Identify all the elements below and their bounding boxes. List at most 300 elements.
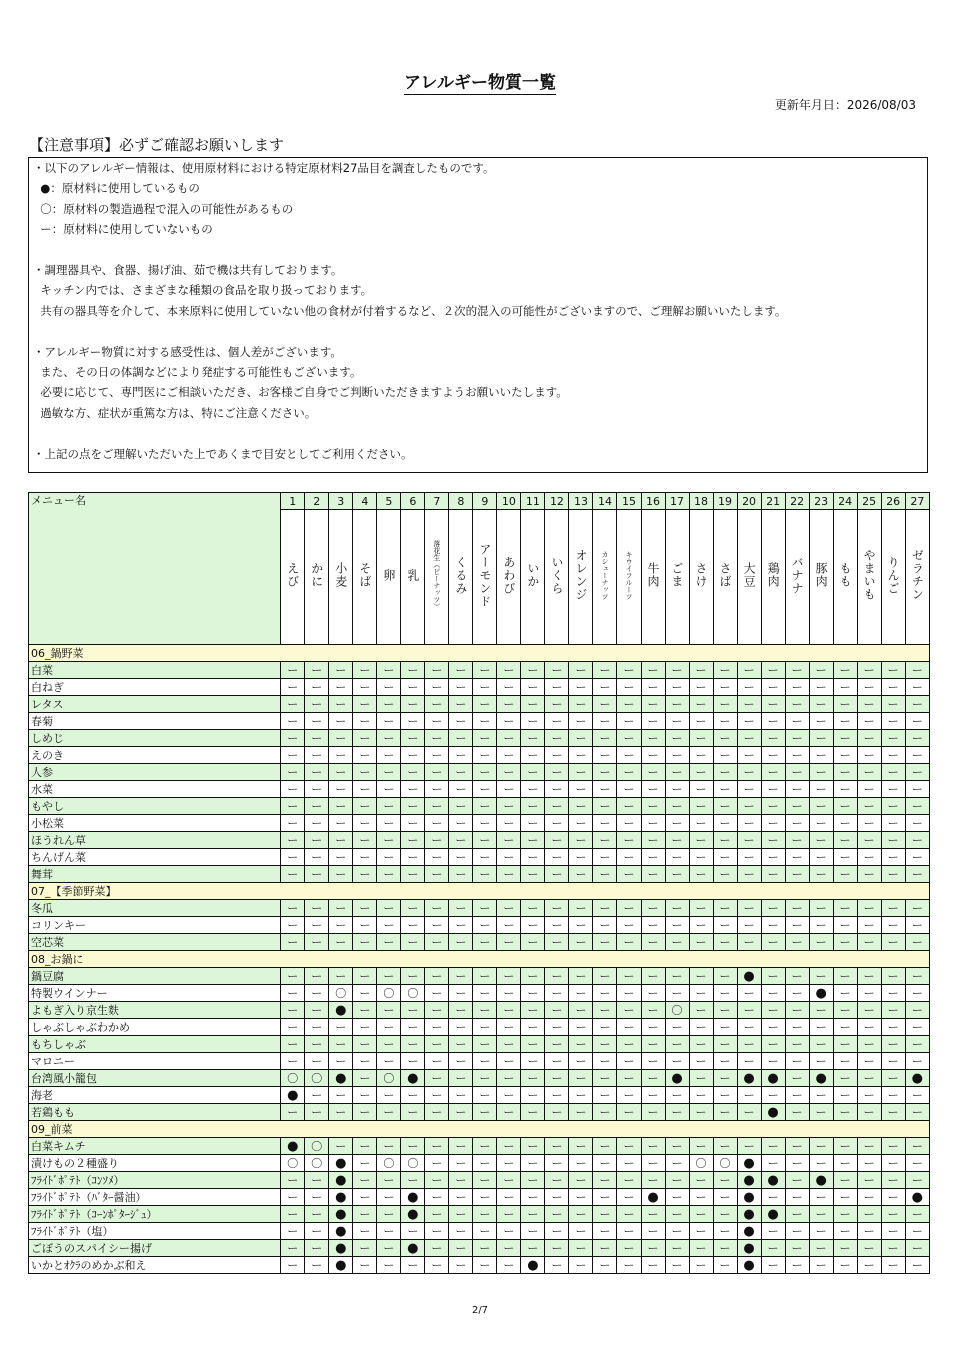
- allergen-name: ゼラチン: [910, 549, 925, 601]
- allergen-name: くるみ: [453, 555, 468, 595]
- allergen-mark: ー: [377, 1087, 401, 1104]
- allergen-mark: ー: [521, 1138, 545, 1155]
- allergen-mark: ー: [689, 798, 713, 815]
- allergen-mark: ー: [329, 917, 353, 934]
- allergen-mark: ー: [857, 679, 881, 696]
- allergen-mark: ー: [641, 798, 665, 815]
- allergen-mark: ー: [521, 1036, 545, 1053]
- allergen-mark: ー: [401, 747, 425, 764]
- allergen-mark: ー: [449, 849, 473, 866]
- allergen-mark: ー: [833, 815, 857, 832]
- allergen-mark: ー: [281, 1053, 305, 1070]
- allergen-mark: ー: [665, 866, 689, 883]
- allergen-mark: ー: [281, 764, 305, 781]
- allergen-mark: ー: [809, 730, 833, 747]
- allergen-mark: ー: [473, 662, 497, 679]
- allergen-name-cell: [401, 510, 425, 645]
- allergen-mark: ー: [401, 849, 425, 866]
- allergen-mark: ー: [881, 985, 905, 1002]
- allergen-mark: ー: [833, 917, 857, 934]
- allergen-mark: ●: [737, 1257, 761, 1274]
- allergen-mark: ー: [905, 900, 929, 917]
- allergen-mark: ー: [857, 900, 881, 917]
- allergen-mark: ー: [329, 900, 353, 917]
- allergen-mark: ー: [305, 713, 329, 730]
- allergen-mark: ー: [857, 1155, 881, 1172]
- allergen-mark: ー: [305, 900, 329, 917]
- allergen-number: 8: [449, 493, 473, 510]
- allergen-mark: ー: [497, 696, 521, 713]
- allergen-mark: ●: [737, 1189, 761, 1206]
- allergen-mark: ー: [353, 781, 377, 798]
- allergen-mark: ー: [713, 1257, 737, 1274]
- allergen-number: 9: [473, 493, 497, 510]
- allergen-mark: ー: [545, 985, 569, 1002]
- allergen-mark: ー: [329, 934, 353, 951]
- allergen-mark: ー: [617, 968, 641, 985]
- allergen-mark: ー: [449, 1019, 473, 1036]
- allergen-mark: ー: [761, 1138, 785, 1155]
- allergen-mark: ー: [593, 1223, 617, 1240]
- allergen-mark: ー: [905, 1053, 929, 1070]
- allergen-mark: ー: [377, 832, 401, 849]
- menu-item-name: 白ねぎ: [29, 679, 281, 696]
- allergen-mark: ー: [905, 798, 929, 815]
- allergen-mark: ー: [497, 985, 521, 1002]
- allergen-mark: ー: [689, 1002, 713, 1019]
- allergen-mark: ー: [545, 1257, 569, 1274]
- allergen-mark: ●: [665, 1070, 689, 1087]
- allergen-mark: ー: [881, 662, 905, 679]
- allergen-mark: ー: [665, 781, 689, 798]
- menu-row: [29, 781, 930, 798]
- page-number: 2/7: [471, 1305, 489, 1316]
- allergen-mark: ー: [401, 968, 425, 985]
- allergen-mark: ー: [521, 900, 545, 917]
- menu-item-name: 漬けもの２種盛り: [29, 1155, 281, 1172]
- allergen-mark: ー: [737, 747, 761, 764]
- allergen-mark: ー: [569, 1172, 593, 1189]
- allergen-mark: ー: [689, 1189, 713, 1206]
- allergen-mark: ー: [521, 1172, 545, 1189]
- allergen-number: 6: [401, 493, 425, 510]
- allergen-mark: ー: [593, 1138, 617, 1155]
- allergen-mark: ー: [545, 1172, 569, 1189]
- allergen-mark: ー: [305, 1036, 329, 1053]
- allergen-mark: ー: [833, 662, 857, 679]
- allergen-mark: ー: [521, 1087, 545, 1104]
- allergen-mark: ー: [761, 1087, 785, 1104]
- allergen-mark: ー: [401, 1172, 425, 1189]
- allergen-mark: ー: [833, 730, 857, 747]
- allergen-mark: ー: [497, 798, 521, 815]
- allergen-name: やまいも: [862, 549, 877, 601]
- allergen-mark: ー: [641, 781, 665, 798]
- allergen-mark: ー: [593, 934, 617, 951]
- allergen-mark: ー: [785, 1053, 809, 1070]
- menu-row: [29, 747, 930, 764]
- allergen-mark: ー: [641, 968, 665, 985]
- allergen-mark: ー: [713, 798, 737, 815]
- allergen-mark: ー: [473, 968, 497, 985]
- allergen-mark: ー: [473, 900, 497, 917]
- allergen-mark: ー: [497, 934, 521, 951]
- allergen-mark: ●: [329, 1189, 353, 1206]
- allergen-mark: ー: [689, 662, 713, 679]
- allergen-mark: ー: [665, 1053, 689, 1070]
- allergen-mark: ー: [641, 866, 665, 883]
- allergen-mark: ー: [281, 849, 305, 866]
- allergen-mark: ー: [425, 934, 449, 951]
- allergen-mark: ー: [497, 1019, 521, 1036]
- allergen-mark: ー: [761, 713, 785, 730]
- allergen-mark: ー: [881, 747, 905, 764]
- allergen-mark: ー: [857, 1172, 881, 1189]
- menu-item-name: 人参: [29, 764, 281, 781]
- allergen-mark: ー: [281, 866, 305, 883]
- allergen-mark: ー: [353, 832, 377, 849]
- allergen-mark: ー: [569, 781, 593, 798]
- allergen-mark: ー: [665, 1206, 689, 1223]
- allergen-mark: ー: [449, 815, 473, 832]
- allergen-mark: ー: [569, 968, 593, 985]
- allergen-mark: ー: [785, 1206, 809, 1223]
- menu-item-name: 若鶏もも: [29, 1104, 281, 1121]
- allergen-mark: ー: [545, 917, 569, 934]
- allergen-mark: ー: [761, 1240, 785, 1257]
- allergen-mark: ー: [665, 764, 689, 781]
- allergen-mark: ●: [761, 1070, 785, 1087]
- allergen-mark: ー: [425, 1036, 449, 1053]
- allergen-mark: ー: [833, 798, 857, 815]
- allergen-mark: ●: [401, 1240, 425, 1257]
- allergen-mark: ー: [641, 934, 665, 951]
- allergen-mark: ー: [281, 917, 305, 934]
- allergen-mark: ー: [281, 730, 305, 747]
- allergen-mark: ー: [497, 1002, 521, 1019]
- allergen-mark: ー: [857, 764, 881, 781]
- allergen-mark: ー: [521, 1223, 545, 1240]
- allergen-mark: ー: [401, 1036, 425, 1053]
- allergen-mark: ー: [281, 798, 305, 815]
- allergen-mark: ー: [281, 1240, 305, 1257]
- allergen-mark: ー: [425, 985, 449, 1002]
- allergen-mark: ー: [641, 985, 665, 1002]
- allergen-mark: ー: [761, 1053, 785, 1070]
- allergen-mark: ー: [473, 866, 497, 883]
- allergen-mark: ー: [905, 815, 929, 832]
- allergen-mark: ー: [521, 1070, 545, 1087]
- allergen-mark: ー: [353, 900, 377, 917]
- allergen-mark: ー: [665, 1104, 689, 1121]
- allergen-mark: ー: [881, 798, 905, 815]
- allergen-mark: ー: [305, 849, 329, 866]
- allergen-mark: ー: [497, 730, 521, 747]
- menu-item-name: 鍋豆腐: [29, 968, 281, 985]
- allergen-mark: ー: [497, 1240, 521, 1257]
- allergen-mark: ー: [785, 730, 809, 747]
- allergen-mark: ー: [713, 747, 737, 764]
- allergen-mark: ー: [641, 1104, 665, 1121]
- allergen-mark: ー: [833, 1257, 857, 1274]
- allergen-mark: ー: [545, 968, 569, 985]
- allergen-mark: ー: [905, 662, 929, 679]
- allergen-mark: ー: [545, 1053, 569, 1070]
- allergen-mark: ー: [713, 696, 737, 713]
- allergen-mark: ー: [785, 1257, 809, 1274]
- allergen-mark: ー: [305, 730, 329, 747]
- allergen-mark: ー: [833, 679, 857, 696]
- allergen-mark: ー: [881, 1138, 905, 1155]
- allergen-mark: ー: [761, 696, 785, 713]
- allergen-mark: ー: [761, 1223, 785, 1240]
- allergen-mark: ー: [617, 1138, 641, 1155]
- allergen-number: 19: [713, 493, 737, 510]
- allergen-mark: ー: [641, 1240, 665, 1257]
- allergen-number: 25: [857, 493, 881, 510]
- allergen-mark: ー: [425, 1206, 449, 1223]
- allergen-mark: ー: [761, 917, 785, 934]
- allergen-mark: ー: [329, 1053, 353, 1070]
- allergen-mark: ー: [329, 968, 353, 985]
- allergen-mark: 〇: [305, 1155, 329, 1172]
- menu-item-name: しゃぶしゃぶわかめ: [29, 1019, 281, 1036]
- allergen-mark: ー: [449, 662, 473, 679]
- allergen-mark: ー: [425, 781, 449, 798]
- allergen-name: ごま: [670, 562, 685, 588]
- allergen-mark: ー: [617, 1053, 641, 1070]
- allergen-mark: ー: [713, 1104, 737, 1121]
- allergen-number: 11: [521, 493, 545, 510]
- allergen-mark: ー: [353, 1104, 377, 1121]
- allergen-mark: ー: [737, 764, 761, 781]
- allergen-name: 卵: [381, 568, 396, 582]
- allergen-mark: ー: [473, 1223, 497, 1240]
- allergen-name-cell: [737, 510, 761, 645]
- allergen-mark: ー: [833, 1155, 857, 1172]
- allergen-mark: ー: [785, 747, 809, 764]
- allergen-mark: ー: [881, 866, 905, 883]
- allergen-mark: ー: [497, 781, 521, 798]
- allergen-mark: ー: [353, 747, 377, 764]
- allergen-mark: ー: [593, 1036, 617, 1053]
- allergen-mark: ー: [353, 1036, 377, 1053]
- allergen-mark: ー: [425, 1223, 449, 1240]
- allergen-mark: ー: [737, 679, 761, 696]
- allergen-mark: ー: [833, 934, 857, 951]
- allergen-mark: ー: [305, 781, 329, 798]
- allergen-mark: ー: [905, 679, 929, 696]
- allergen-number: 21: [761, 493, 785, 510]
- allergen-mark: ー: [665, 1257, 689, 1274]
- allergen-mark: ー: [449, 1223, 473, 1240]
- allergen-mark: ー: [665, 815, 689, 832]
- menu-row: [29, 1155, 930, 1172]
- allergen-mark: ー: [809, 1019, 833, 1036]
- allergen-mark: ー: [713, 662, 737, 679]
- allergen-mark: ー: [617, 1257, 641, 1274]
- allergen-mark: ー: [809, 747, 833, 764]
- allergen-mark: ー: [425, 849, 449, 866]
- allergen-mark: ー: [353, 1155, 377, 1172]
- allergen-mark: ー: [713, 832, 737, 849]
- allergen-mark: ー: [473, 764, 497, 781]
- allergen-mark: ー: [329, 713, 353, 730]
- allergen-mark: ー: [881, 1036, 905, 1053]
- notice-line: キッチン内では、さまざまな種類の食品を取り扱っております。: [33, 283, 373, 298]
- menu-item-name: しめじ: [29, 730, 281, 747]
- menu-row: [29, 866, 930, 883]
- allergen-mark: ー: [857, 798, 881, 815]
- allergen-mark: ー: [857, 1206, 881, 1223]
- allergen-mark: ー: [713, 713, 737, 730]
- allergen-mark: ー: [833, 849, 857, 866]
- allergen-mark: ー: [833, 866, 857, 883]
- allergen-name-cell: [329, 510, 353, 645]
- allergen-name-cell: [761, 510, 785, 645]
- allergen-mark: ー: [785, 832, 809, 849]
- allergen-name-cell: [905, 510, 929, 645]
- allergen-mark: ー: [665, 985, 689, 1002]
- allergen-mark: ー: [353, 1087, 377, 1104]
- allergen-name: 鶏肉: [766, 562, 781, 588]
- allergen-mark: ー: [449, 1189, 473, 1206]
- allergen-mark: ー: [713, 968, 737, 985]
- allergen-mark: ー: [809, 1087, 833, 1104]
- allergen-mark: ー: [545, 798, 569, 815]
- allergen-name-cell: [545, 510, 569, 645]
- allergen-mark: ー: [569, 1223, 593, 1240]
- allergen-mark: ー: [473, 934, 497, 951]
- allergy-table: [28, 492, 930, 1274]
- notice-line: ・以下のアレルギー情報は、使用原材料における特定原材料27品目を調査したものです。: [33, 161, 495, 175]
- allergen-mark: ー: [449, 747, 473, 764]
- allergen-mark: ー: [809, 662, 833, 679]
- allergen-mark: 〇: [665, 1002, 689, 1019]
- allergen-mark: ー: [425, 798, 449, 815]
- allergen-mark: ー: [785, 1240, 809, 1257]
- menu-name-header: メニュー名: [29, 493, 281, 645]
- allergen-mark: ー: [785, 1019, 809, 1036]
- allergen-mark: ー: [833, 713, 857, 730]
- allergen-mark: ー: [377, 1036, 401, 1053]
- allergen-mark: ー: [497, 1053, 521, 1070]
- allergen-mark: ー: [785, 1002, 809, 1019]
- allergen-mark: ー: [833, 968, 857, 985]
- allergen-mark: ー: [881, 1223, 905, 1240]
- allergen-mark: ー: [329, 1036, 353, 1053]
- allergen-mark: ー: [425, 747, 449, 764]
- allergen-mark: ー: [401, 696, 425, 713]
- allergen-mark: ー: [473, 1155, 497, 1172]
- allergen-mark: ー: [281, 900, 305, 917]
- allergen-mark: ー: [281, 1019, 305, 1036]
- allergen-mark: ー: [449, 764, 473, 781]
- allergen-mark: ー: [881, 917, 905, 934]
- allergen-mark: ー: [857, 968, 881, 985]
- allergen-mark: ー: [905, 985, 929, 1002]
- allergen-mark: ー: [545, 934, 569, 951]
- allergen-mark: ー: [377, 747, 401, 764]
- allergen-mark: ー: [377, 679, 401, 696]
- allergen-mark: ー: [545, 662, 569, 679]
- allergen-mark: ー: [617, 1002, 641, 1019]
- allergen-mark: ー: [329, 832, 353, 849]
- menu-item-name: えのき: [29, 747, 281, 764]
- allergen-mark: ー: [545, 747, 569, 764]
- allergen-mark: ー: [305, 934, 329, 951]
- allergen-mark: ー: [497, 849, 521, 866]
- allergen-mark: ー: [713, 679, 737, 696]
- allergen-mark: ー: [449, 900, 473, 917]
- allergen-mark: ー: [713, 1240, 737, 1257]
- allergen-mark: ー: [473, 815, 497, 832]
- allergen-mark: ●: [737, 1155, 761, 1172]
- allergen-mark: ー: [353, 1070, 377, 1087]
- allergen-mark: ー: [737, 1104, 761, 1121]
- allergen-mark: ー: [905, 1138, 929, 1155]
- allergen-mark: ー: [473, 1206, 497, 1223]
- allergen-mark: ー: [881, 781, 905, 798]
- allergen-mark: ー: [737, 900, 761, 917]
- menu-item-name: 空芯菜: [29, 934, 281, 951]
- allergen-mark: ー: [737, 866, 761, 883]
- allergen-mark: ー: [833, 1036, 857, 1053]
- allergen-mark: ー: [401, 713, 425, 730]
- allergen-mark: ー: [617, 662, 641, 679]
- allergen-mark: ●: [761, 1104, 785, 1121]
- allergen-mark: ー: [305, 764, 329, 781]
- allergen-mark: ー: [617, 1206, 641, 1223]
- allergen-mark: ー: [473, 985, 497, 1002]
- allergen-mark: ー: [665, 1172, 689, 1189]
- notice-line: ・調理器具や、食器、揚げ油、茹で機は共有しております。: [33, 263, 343, 277]
- allergen-mark: ー: [713, 985, 737, 1002]
- allergen-mark: ー: [569, 849, 593, 866]
- allergen-mark: ●: [809, 985, 833, 1002]
- allergen-mark: ー: [641, 1087, 665, 1104]
- allergen-mark: ー: [377, 730, 401, 747]
- allergen-name: もも: [838, 562, 853, 588]
- allergen-mark: ー: [473, 1257, 497, 1274]
- allergen-number: 2: [305, 493, 329, 510]
- allergen-mark: ー: [737, 815, 761, 832]
- allergen-mark: ー: [785, 1155, 809, 1172]
- allergen-mark: ー: [689, 764, 713, 781]
- allergen-mark: ●: [401, 1189, 425, 1206]
- allergen-mark: ー: [593, 781, 617, 798]
- allergen-mark: ー: [545, 679, 569, 696]
- menu-item-name: レタス: [29, 696, 281, 713]
- allergen-mark: ー: [905, 849, 929, 866]
- allergen-mark: ー: [545, 815, 569, 832]
- allergen-number: 18: [689, 493, 713, 510]
- allergen-mark: ー: [329, 1104, 353, 1121]
- allergen-mark: ー: [737, 1053, 761, 1070]
- menu-row: [29, 1104, 930, 1121]
- allergen-mark: ー: [713, 1002, 737, 1019]
- allergen-mark: ー: [785, 1138, 809, 1155]
- allergen-mark: ー: [401, 764, 425, 781]
- menu-row: [29, 696, 930, 713]
- allergen-mark: ー: [545, 849, 569, 866]
- allergen-mark: ー: [689, 1240, 713, 1257]
- menu-item-name: もちしゃぶ: [29, 1036, 281, 1053]
- allergen-mark: ー: [593, 1189, 617, 1206]
- allergen-mark: ー: [737, 798, 761, 815]
- allergen-mark: ー: [785, 815, 809, 832]
- allergen-mark: ー: [497, 1223, 521, 1240]
